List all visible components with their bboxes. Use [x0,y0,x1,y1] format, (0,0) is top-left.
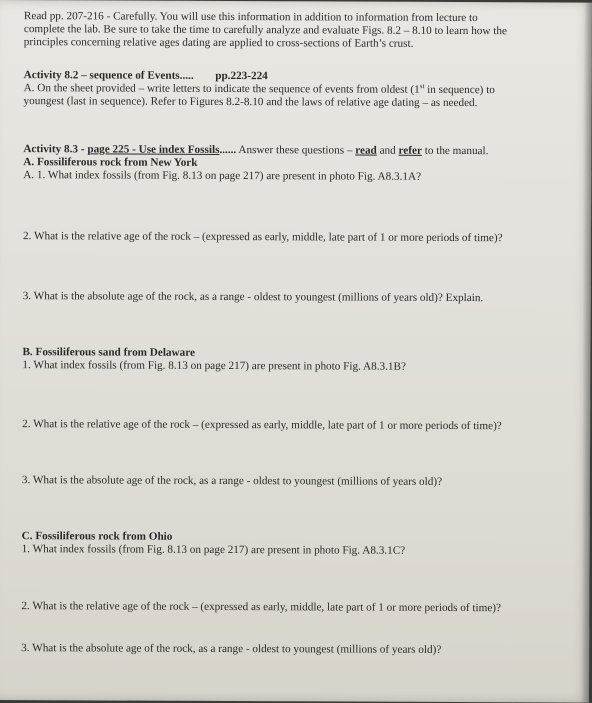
activity-8-2-pages: pp.223-224 [215,69,268,83]
activity-8-3-dash: - [78,143,88,156]
section-c-heading: C. Fossiliferous rock from Ohio [21,530,173,543]
section-a-heading: A. Fossiliferous rock from New York [23,156,198,169]
activity-8-2 [24,69,579,110]
section-b-question-2: 2. What is the relative age of the rock – (expressed as early, middle, late part of 1 or more periods of time)? [22,418,502,433]
section-c-question-2-block [21,600,576,615]
section-b-question-1: 1. What index fossils (from Fig. 8.13 on page 217) are present in photo Fig. A8.3.1B? [22,359,406,373]
section-c-question-2: 2. What is the relative age of the rock – (expressed as early, middle, late part of 1 or more periods of time)? [21,600,502,615]
section-a-question-3: 3. What is the absolute age of the rock, as a range - oldest to youngest (millions of years old)? Explain. [22,290,484,305]
section-b-question-3-block [22,474,577,489]
activity-8-3-instruction: Answer these questions – [236,144,356,157]
activity-8-3-and: and [376,144,399,157]
intro-line-3: principles concerning relative ages dating are applied to cross-sections of Earth’s crust. [23,36,414,50]
activity-8-2-title: Activity 8.2 – sequence of Events..... [23,69,194,82]
activity-8-3-instruction-end: to the manual. [421,144,489,158]
page-edge-shadow [581,3,592,703]
intro-line-1: Read pp. 207-216 - Carefully. You will use this information in addition to information from lecture to [23,10,478,25]
refer-emphasis: refer [398,144,422,157]
activity-8-3 [23,143,578,184]
activity-8-2-line-1-text: A. On the sheet provided – write letters to indicate the sequence of events from oldest (1 [23,82,420,96]
activity-8-2-line-1-end: in sequence) to [424,83,495,97]
section-c-question-1: 1. What index fossils (from Fig. 8.13 on page 217) are present in photo Fig. A8.3.1C? [21,543,406,557]
read-emphasis: read [355,144,377,157]
section-c-question-3: 3. What is the absolute age of the rock, as a range - oldest to youngest (millions of years old)? [21,642,442,656]
activity-8-3-page-ref: page 225 - Use index Fossils [87,143,220,156]
section-b-heading: B. Fossiliferous sand from Delaware [22,346,195,359]
section-a-question-1: A. 1. What index fossils (from Fig. 8.13 on page 217) are present in photo Fig. A8.3.1A? [23,169,422,183]
activity-8-3-title: Activity 8.3 [23,143,79,156]
section-b [22,346,577,374]
activity-8-2-line-2: youngest (last in sequence). Refer to Figures 8.2-8.10 and the laws of relative age dating – as needed. [23,95,478,110]
activity-8-3-dots: ...... [219,143,237,157]
section-c [22,530,577,558]
section-c-question-3-block [21,642,576,657]
intro-line-2: complete the lab. Be sure to take the time to carefully analyze and evaluate Figs. 8.2 – 8.10 to learn how the [23,23,507,38]
section-b-question-2-block [22,418,577,433]
intro-paragraph [24,10,579,51]
section-b-question-3: 3. What is the absolute age of the rock, as a range - oldest to youngest (millions of years old)? [21,474,443,488]
section-a-question-2-block [23,230,578,245]
ordinal-superscript: st [419,82,425,91]
section-a-question-2: 2. What is the relative age of the rock – (expressed as early, middle, late part of 1 or more periods of time)? [22,230,503,245]
section-a-question-3-block [23,290,578,305]
